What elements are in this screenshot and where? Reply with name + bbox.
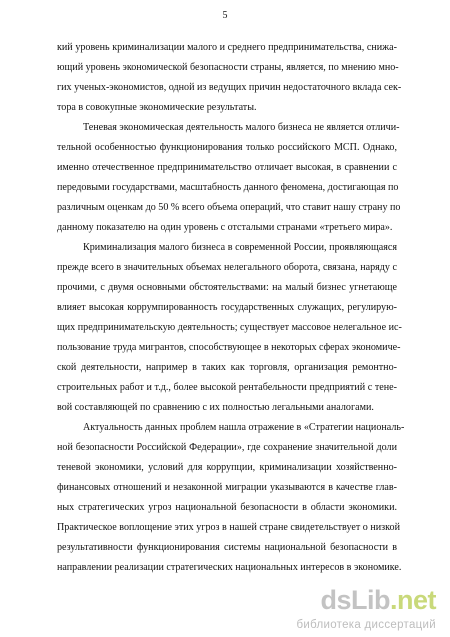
text-line: вой составляющей по сравнению с их полностью легальными аналогами. (57, 402, 374, 413)
text-line: результативности функционирования системы национальной безопасности в (57, 542, 397, 553)
watermark-logo-lib: Lib (350, 585, 390, 615)
text-line: ющий уровень экономической безопасности страны, является, по мнению мно- (57, 62, 399, 73)
text-line: Актуальность данных проблем нашла отражение в «Стратегии националь- (83, 422, 405, 433)
text-line: пользование труда мигрантов, способствующее в некоторых сферах экономиче- (57, 342, 401, 353)
text-line: ной безопасности Российской Федерации», где сохранение значительной доли (57, 442, 397, 453)
watermark-logo (320, 585, 436, 616)
text-line: ных стратегических угроз национальной безопасности в области экономики. (57, 502, 397, 513)
text-line: финансовых отношений и незаконной миграции указываются в качестве глав- (57, 482, 397, 493)
text-line: теневой экономики, условий для коррупции, криминализации хозяйственно- (57, 462, 397, 473)
text-line: различным оценкам до 50 % всего объема операций, что ставит нашу страну по (57, 202, 401, 213)
text-line: строительных работ и т.д., более высокой рентабельности предприятий с тене- (57, 382, 397, 393)
text-line: щих предпринимательскую деятельность; существует массовое нелегальное ис- (57, 322, 402, 333)
text-line: прочими, с двумя основными обстоятельствами: на малый бизнес угнетающе (57, 282, 397, 293)
text-line: Теневая экономическая деятельность малого бизнеса не является отличи- (83, 122, 400, 133)
text-line: тора в совокупные экономические результаты. (57, 102, 257, 113)
text-line: влияет высокая коррумпированность государственных служащих, регулирую- (57, 302, 397, 313)
watermark-logo-ds: ds (320, 585, 351, 615)
text-line: передовыми государствами, масштабность данного феномена, достигающая по (57, 182, 399, 193)
watermark-logo-net: .net (389, 585, 436, 615)
dslib-watermark (280, 585, 440, 631)
document-body (57, 38, 405, 578)
paragraph (57, 118, 401, 238)
paragraph (57, 238, 402, 418)
text-line: тельной особенностью функционирования только российского МСП. Однако, (57, 142, 397, 153)
text-line: гих ученых-экономистов, одной из ведущих причин недостаточного вклада сек- (57, 82, 402, 93)
paragraph (57, 418, 405, 578)
watermark-subtitle: библиотека диссертаций (296, 619, 436, 631)
paragraph (57, 38, 402, 118)
text-line: прежде всего в значительных объемах нелегального оборота, связана, наряду с (57, 262, 397, 273)
text-line: Практическое воплощение этих угроз в нашей стране свидетельствует о низкой (57, 522, 400, 533)
text-line: данному показателю на один уровень с отсталыми странами «третьего мира». (57, 222, 393, 233)
page-number: 5 (222, 10, 228, 21)
text-line: именно отечественное предпринимательство отличает высокая, в сравнении с (57, 162, 397, 173)
text-line: ской деятельности, например в таких как торговля, организация ремонтно- (57, 362, 397, 373)
text-line: Криминализация малого бизнеса в современной России, проявляющаяся (83, 242, 397, 253)
text-line: кий уровень криминализации малого и среднего предпринимательства, снижа- (57, 42, 397, 53)
text-line: направлении реализации стратегических национальных интересов в экономике. (57, 562, 402, 573)
